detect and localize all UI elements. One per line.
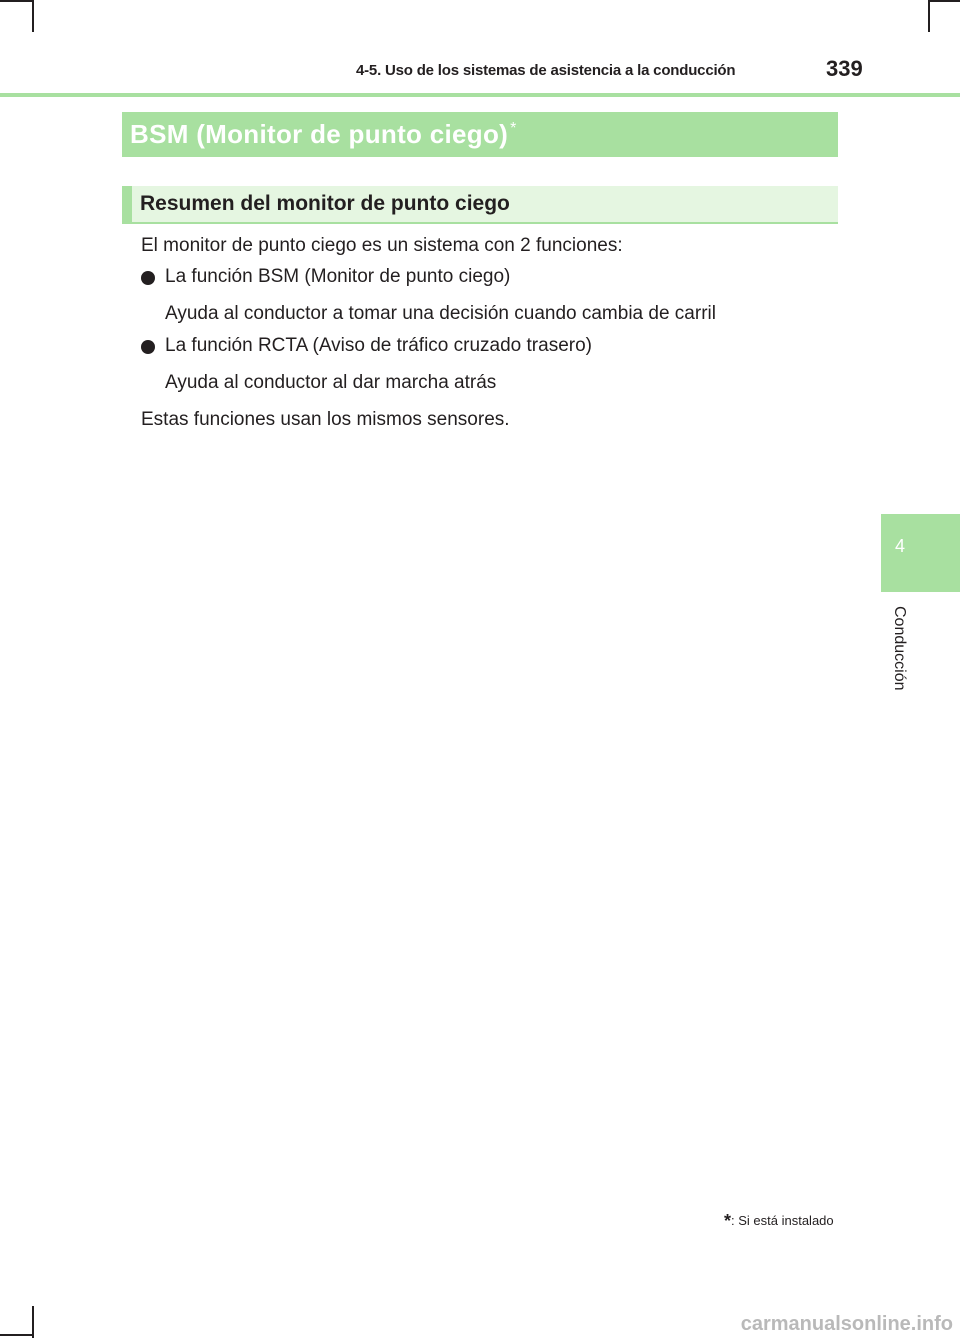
list-item-label: La función RCTA (Aviso de tráfico cruzado trasero) [165,335,592,356]
chapter-tab [881,514,960,592]
section-title [130,119,517,150]
subsection-title: Resumen del monitor de punto ciego [140,192,510,215]
subsection-banner [122,186,838,224]
bullet-icon [141,271,155,285]
footnote-text: : Si está instalado [731,1213,834,1228]
watermark-text: carmanualsonline.info [740,1313,953,1335]
section-title-text: BSM (Monitor de punto ciego) [130,119,509,149]
intro-paragraph: El monitor de punto ciego es un sistema con 2 funciones: [141,235,623,256]
subsection-bar [122,186,132,222]
section-asterisk: * [510,120,517,138]
list-item-detail: Ayuda al conductor a tomar una decisión cuando cambia de carril [165,303,716,324]
list-item-detail: Ayuda al conductor al dar marcha atrás [165,372,497,393]
crop-mark [928,0,960,2]
closing-paragraph: Estas funciones usan los mismos sensores. [141,409,510,430]
list-item-label: La función BSM (Monitor de punto ciego) [165,266,511,287]
chapter-name: Conducción [891,606,908,691]
watermark [657,1311,957,1337]
crop-mark [928,0,930,32]
header-rule [0,93,960,97]
running-header: 4-5. Uso de los sistemas de asistencia a la conducción [356,62,736,79]
section-banner [122,112,838,157]
footnote-asterisk-icon: * [724,1211,732,1231]
crop-mark [32,1306,34,1338]
chapter-number: 4 [894,536,905,556]
page-number: 339 [826,56,863,81]
footnote [724,1211,834,1232]
crop-mark [32,0,34,32]
bullet-icon [141,340,155,354]
crop-mark [0,1334,32,1336]
crop-mark [0,0,32,2]
